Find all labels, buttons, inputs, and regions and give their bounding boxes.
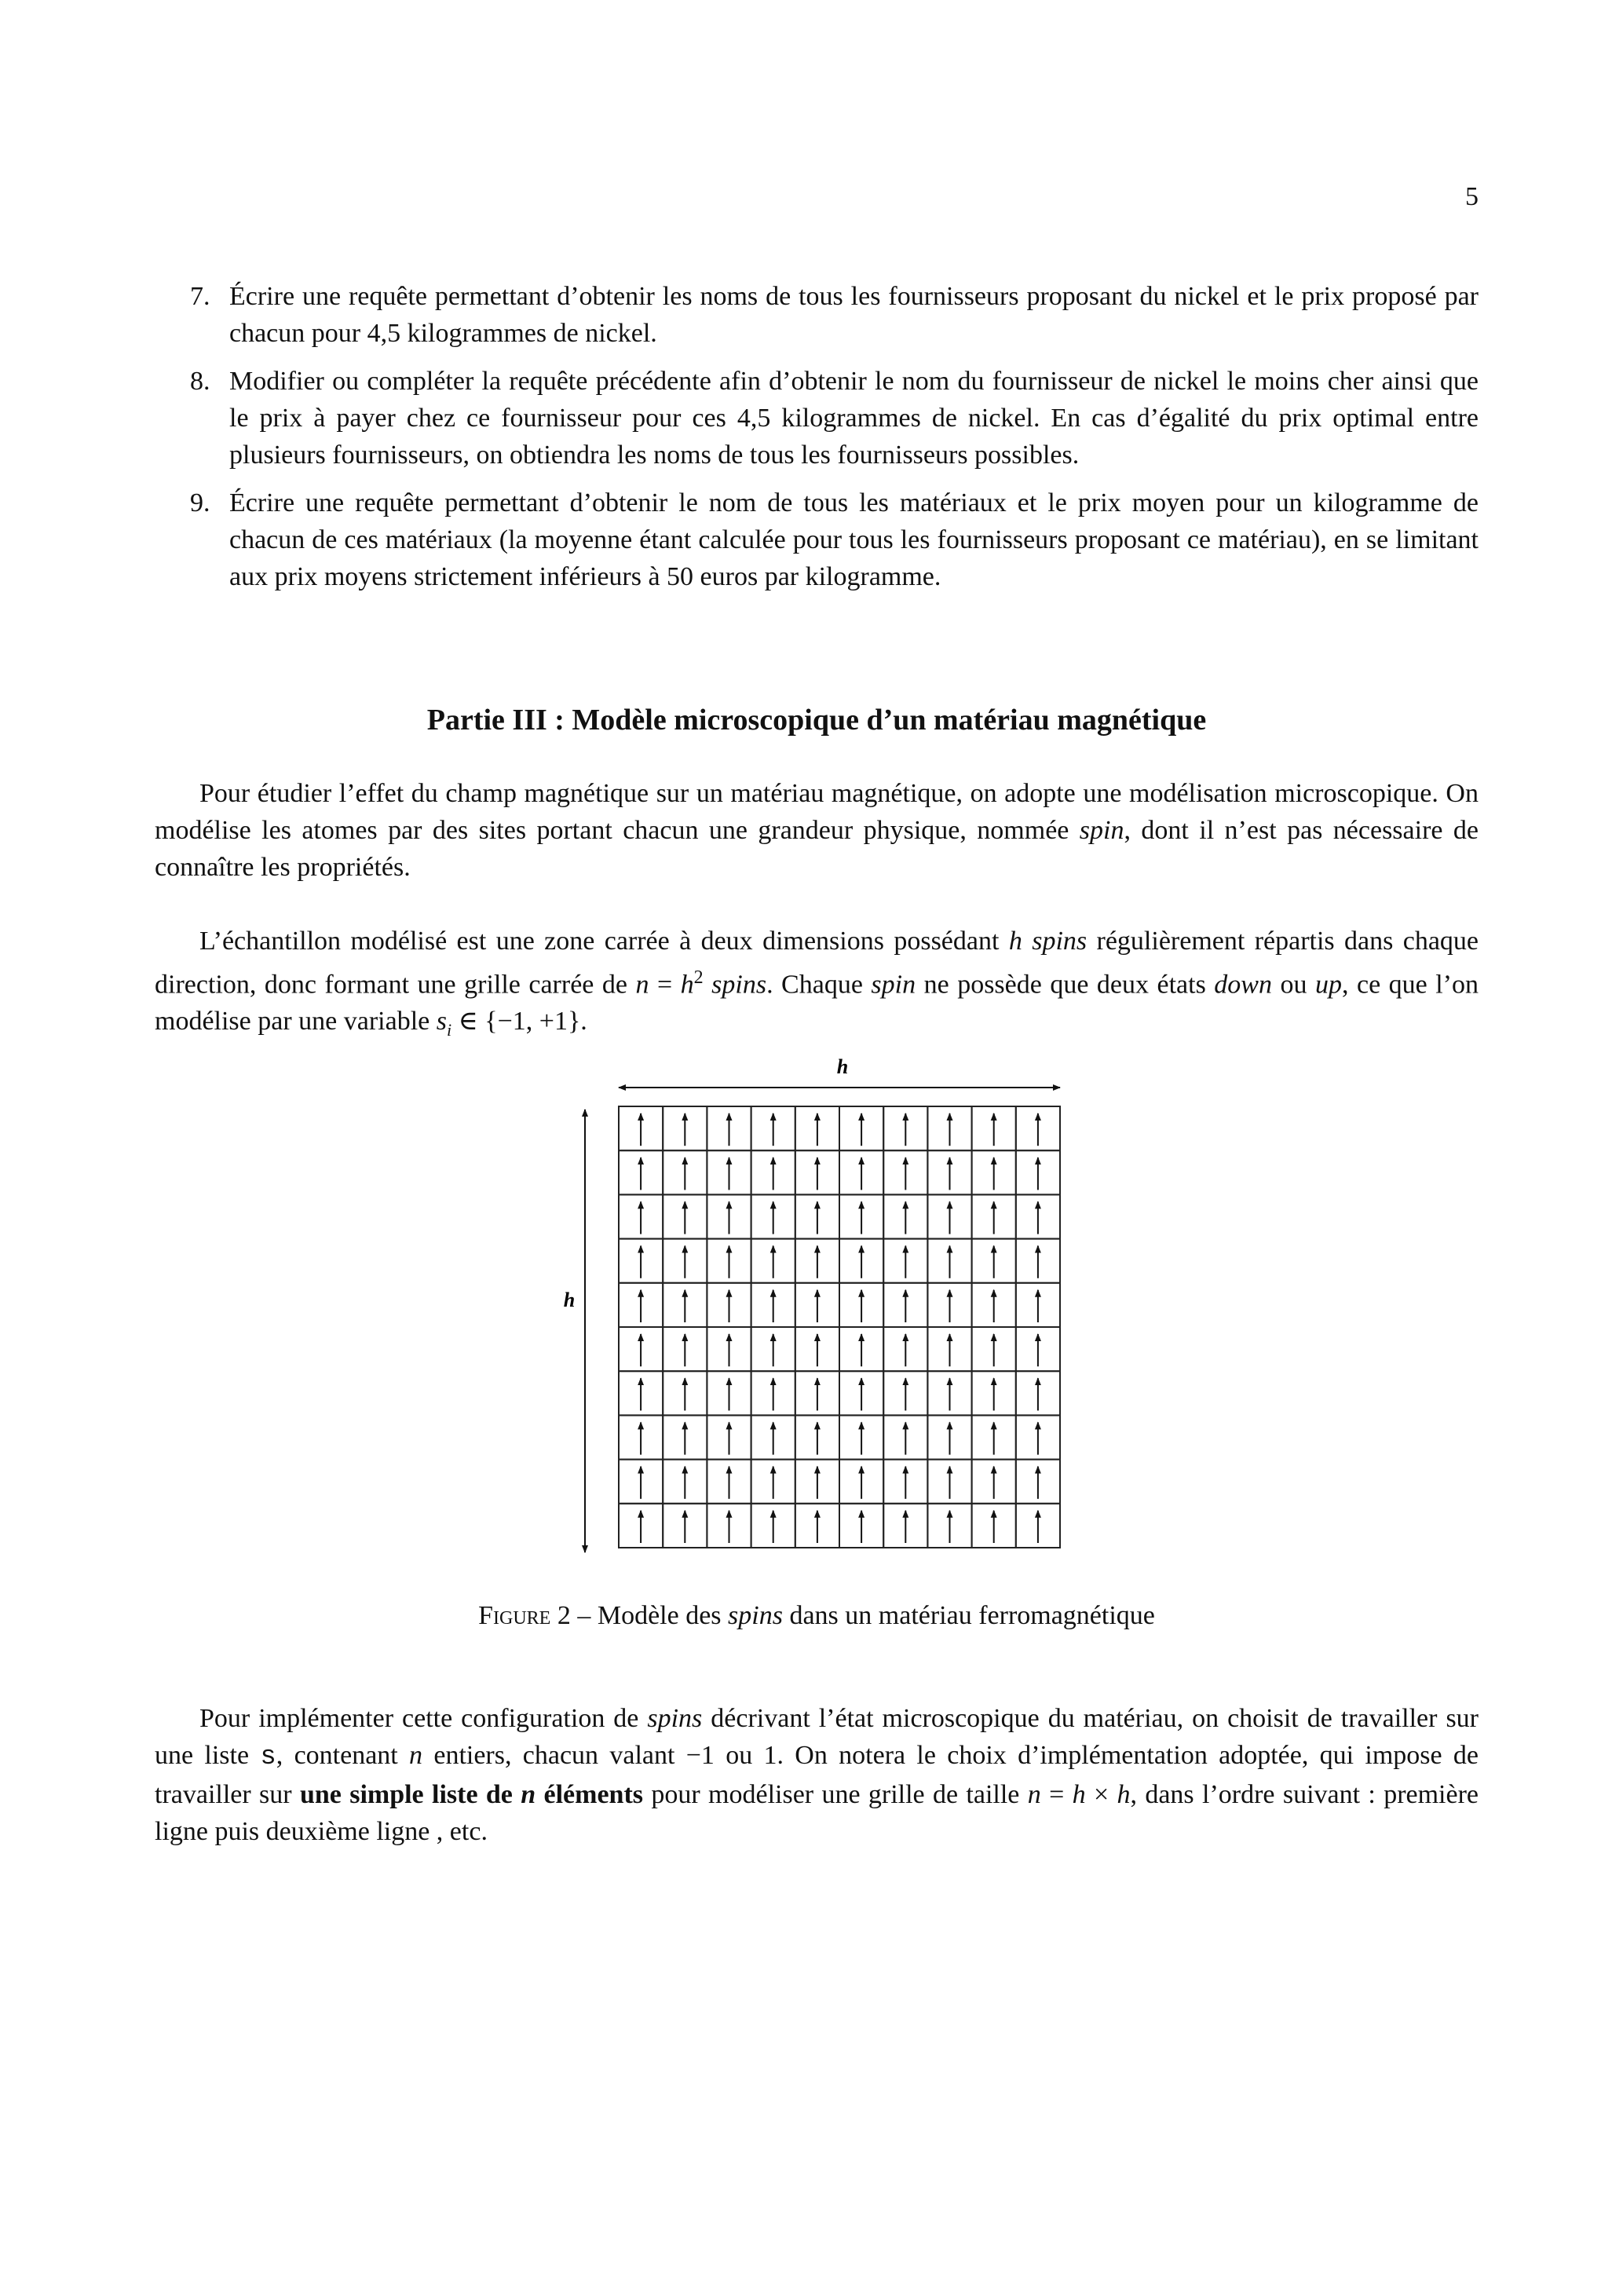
text: L’échantillon modélisé est une zone carrée à deux dimensions possédant [199,927,1009,956]
math: n [521,1780,536,1809]
text: spin [871,970,916,1000]
text: régulièrement répartis dans chaque direction, donc formant une grille carrée de [155,927,1479,1000]
text: , ce que l’on modélise par une variable [155,970,1479,1036]
figure-label: Figure 2 [478,1601,571,1630]
item-number: 8. [190,367,210,396]
item-number: 7. [190,282,210,311]
item-text: Écrire une requête permettant d’obtenir le nom de tous les matériaux et le prix moyen pour un kilogramme de chacun de ces matériaux (la moyenne étant calculée pour tous les fournisseurs proposant ce matériau), en se limitant aux prix moyens strictement inférieurs à 50 euros par kilogramme. [229,488,1479,591]
text: spin [1079,816,1124,845]
text: – Modèle des [570,1601,729,1630]
text: . Chaque [766,970,872,1000]
item-text: Modifier ou compléter la requête précédente afin d’obtenir le nom du fournisseur de nickel le moins cher ainsi que le prix à payer chez ce fournisseur pour ces 4,5 kilogrammes de nickel. En cas d’égalité du prix optimal entre plusieurs fournisseurs, on obtiendra les noms de tous les fournisseurs possibles. [229,367,1479,470]
math: s [436,1007,447,1036]
math: ∈ {−1, +1}. [451,1007,587,1036]
math: n [635,970,649,1000]
page-number: 5 [1465,182,1479,211]
math: h [680,970,694,1000]
text: Pour étudier l’effet du champ magnétique sur un matériau magnétique, on adopte une modélisation microscopique. On modélise les atomes par des sites portant chacun une grandeur physique, nommée [155,779,1479,845]
text: , dans l’ordre suivant : première ligne puis deuxième ligne , etc. [155,1780,1479,1846]
text: entiers, chacun valant −1 ou 1. On notera le choix d’implémentation adoptée, qui impose de travailler sur [155,1741,1479,1809]
text: , contenant [276,1741,410,1770]
math: = [649,970,681,1000]
math: = [1040,1780,1073,1809]
text: spins [728,1601,783,1630]
math: 2 [693,967,704,988]
item-text: Écrire une requête permettant d’obtenir les noms de tous les fournisseurs proposant du nickel et le prix proposé par chacun pour 4,5 kilogrammes de nickel. [229,282,1479,348]
section-heading: Partie III : Modèle microscopique d’un matériau magnétique [426,704,1207,737]
text: pour modéliser une grille de taille [643,1780,1028,1809]
math: i [446,1020,452,1040]
text: ne possède que deux états [916,970,1215,1000]
text: Pour implémenter cette configuration de [199,1704,648,1733]
item-number: 9. [190,488,210,517]
spin-grid [619,1106,1060,1548]
text: , dont il n’est pas nécessaire de connaître les propriétés. [155,816,1479,882]
figure-caption [155,1597,1479,1634]
math: h [1072,1780,1086,1809]
text: spins [711,970,767,1000]
math: h [1117,1780,1131,1809]
math: n [1027,1780,1041,1809]
text: spins [647,1704,703,1733]
text: décrivant l’état microscopique du matériau, on choisit de travailler sur une liste [155,1704,1479,1770]
bold-text: éléments [536,1780,644,1809]
text: spins [1032,927,1087,956]
paragraph-3 [155,1700,1479,1850]
bold-text: une simple liste de [299,1780,521,1809]
text: ou [1271,970,1315,1000]
math: × [1085,1780,1117,1809]
code: s [260,1742,276,1772]
height-label: h [563,1289,576,1311]
text: up [1314,970,1342,1000]
width-label: h [836,1055,849,1078]
text: down [1214,970,1272,1000]
math: h [1008,927,1022,956]
math: n [409,1741,423,1770]
text: dans un matériau ferromagnétique [782,1601,1155,1630]
